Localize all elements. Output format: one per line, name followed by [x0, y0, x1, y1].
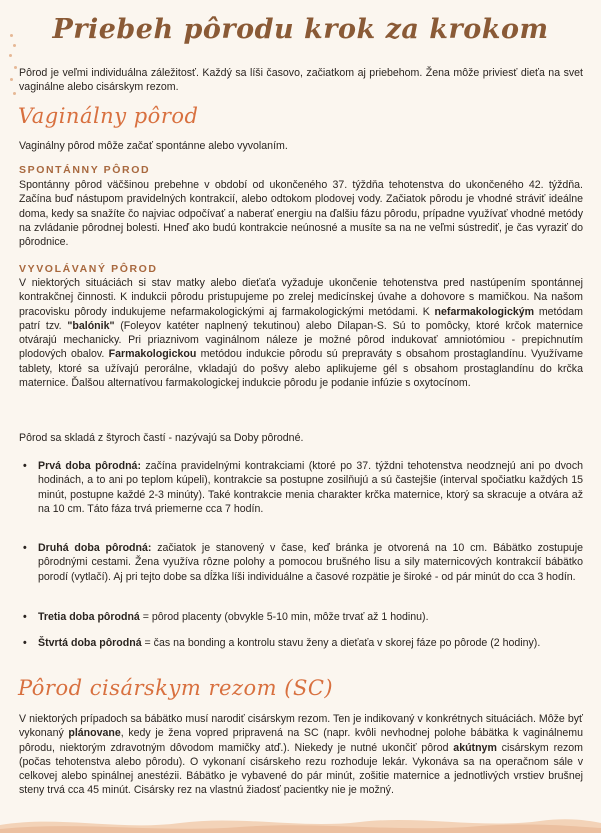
- stages-intro: Pôrod sa skladá z štyroch častí - nazývajú sa Doby pôrodné.: [19, 432, 304, 444]
- stage-item-fourth: [23, 636, 583, 650]
- stage-text: začiatok je stanovený v čase, keď bránka je otvorená na 10 cm. Bábätko zostupuje pôrodnými cestami. Žena využíva rôzne polohy a pomocou brušného lisu a sily maternicových kontrakcií bábätko porodí (vytlačí). Aj pri tejto dobe sa dĺžka líši individuálne a časové rozpätie je široké - od pár minút do cca 3 hodín.: [38, 542, 583, 583]
- stage-item-second: [23, 541, 583, 584]
- induced-bold-nonpharma: nefarmakologickým: [434, 305, 535, 318]
- decorative-dots: [8, 34, 18, 124]
- stage-lead: Tretia doba pôrodná: [38, 611, 140, 623]
- cesarean-heading: Pôrod cisárskym rezom (SC): [18, 676, 334, 700]
- stage-lead: Prvá doba pôrodná:: [38, 460, 141, 472]
- page-title: Priebeh pôrodu krok za krokom: [52, 14, 549, 45]
- cesarean-bold-planned: plánovane: [68, 727, 121, 740]
- spontaneous-text: Spontánny pôrod väčšinou prebehne v období od ukončeného 37. týždňa tehotenstva do ukončeného 42. týždňa. Začína buď nástupom pravidelných kontrakcií, alebo odtokom plodovej vody. Začiatok pôrodu je vhodné stráviť ideálne doma, kedy sa snažíte čo najviac odpočívať a naberať energiu na ďalšiu fázu pôrodu, prípadne využívať vhodné metódy na zvládanie pôrodnej bolesti. Hneď ako budú kontrakcie neúnosné a musíte sa na ne veľmi sústrediť, je čas vyraziť do pôrodnice.: [19, 179, 583, 249]
- vaginal-intro: Vaginálny pôrod môže začať spontánne alebo vyvolaním.: [19, 140, 288, 152]
- stage-text: = čas na bonding a kontrolu stavu ženy a dieťaťa v skorej fáze po pôrode (2 hodiny).: [141, 637, 541, 649]
- induced-text: [19, 276, 583, 390]
- cesarean-text-part: V niektorých prípadoch sa bábätko musí narodiť cisárskym rezom. Ten je indikovaný v konkrétnych situáciách. Môže byť vykonaný: [19, 713, 583, 740]
- induced-text-part: V niektorých situáciách si stav matky alebo dieťaťa vyžaduje ukončenie tehotenstva pred nastúpením spontánnej kontrakčnej činnosti. K indukcii pôrodu pristupujeme po zrelej medicínskej úvahe a dohovore s mamičkou. Na našom pracovisku pôrody indukujeme nefarmakologickými aj farmakologickými metódami. K: [19, 277, 583, 318]
- stage-lead: Druhá doba pôrodná:: [38, 542, 152, 554]
- stage-lead: Štvrtá doba pôrodná: [38, 637, 142, 649]
- cesarean-text-part: cisárskym rezom (počas tehotenstva alebo pôrodu). O vykonaní cisárskeho rezu rozhoduje lekár. Vykonáva sa na operačnom sále v celkovej alebo spinálnej anestézii. Bábätko je vybavené do pár minút, zošitie maternice a jednotlivých vrstiev brušnej steny trvá cca 45 minút. Cisársky rez na vlastnú žiadosť pacientky nie je možný.: [19, 741, 583, 797]
- induced-text-part: metódou indukcie pôrodu sú prepraváty s obsahom prostaglandínu. Využívame tablety, ktoré sa užívajú perorálne, vkladajú do pošvy alebo aplikujeme gél s obsahom prostaglandínu do krčka maternice. Ďalšou alternatívou farmakologickej indukcie pôrodu je podanie infúzie s oxytocínom.: [19, 348, 583, 390]
- cesarean-bold-acute: akútnym: [453, 741, 497, 754]
- induced-bold-pharma: Farmakologickou: [108, 348, 197, 361]
- induced-heading: VYVOLÁVANÝ PÔROD: [19, 263, 158, 275]
- stage-text: začína pravidelnými kontrakciami (ktoré po 37. týždni tehotenstva neodznejú ani po dvoch hodinách, a to ani po teplom kúpeli), kontrakcie sa postupne zosilňujú a sú častejšie (interval spočiatku každých 15 minút, postupne každé 2-3 minúty). Také kontrakcie menia charakter krčka maternice, ktorý sa skracuje a otvára až na 10 cm. Táto fáza trvá priemerne cca 7 hodín.: [38, 460, 584, 515]
- induced-text-part: (Foleyov katéter naplnený tekutinou) alebo Dilapan-S. Sú to pomôcky, ktoré krčok maternice otvárajú mechanicky. Pri priaznivom vaginálnom náleze je možné pôrod indukovať amniotómiou - prepichnutím plodových obalov.: [19, 319, 583, 361]
- induced-text-part: metódam patrí tzv.: [19, 305, 583, 332]
- cesarean-text-part: , kedy je žena vopred pripravená na SC (napr. kvôli nevhodnej polohe bábätka k vaginálnemu pôrodu, niektorým zdravotným dôvodom mamičky atď.). Niekedy je nutné ukončiť pôrod: [19, 727, 583, 754]
- cesarean-text: [19, 712, 583, 798]
- stage-text: = pôrod placenty (obvykle 5-10 min, môže trvať až 1 hodinu).: [139, 611, 429, 623]
- bullet-icon: •: [23, 460, 27, 472]
- stage-item-third: [23, 610, 583, 624]
- intro-paragraph: Pôrod je veľmi individuálna záležitosť. Každý sa líši časovo, začiatkom aj priebehom. Žena môže priviesť dieťa na svet vaginálne alebo cisárskym rezom.: [19, 67, 583, 94]
- decorative-bottom-wave: [0, 811, 601, 833]
- vaginal-heading: Vaginálny pôrod: [18, 104, 199, 128]
- bullet-icon: •: [23, 611, 27, 623]
- stage-item-first: [23, 459, 583, 516]
- spontaneous-heading: SPONTÁNNY PÔROD: [19, 164, 151, 176]
- bullet-icon: •: [23, 542, 27, 554]
- bullet-icon: •: [23, 637, 27, 649]
- induced-bold-balloon: "balónik": [67, 319, 115, 332]
